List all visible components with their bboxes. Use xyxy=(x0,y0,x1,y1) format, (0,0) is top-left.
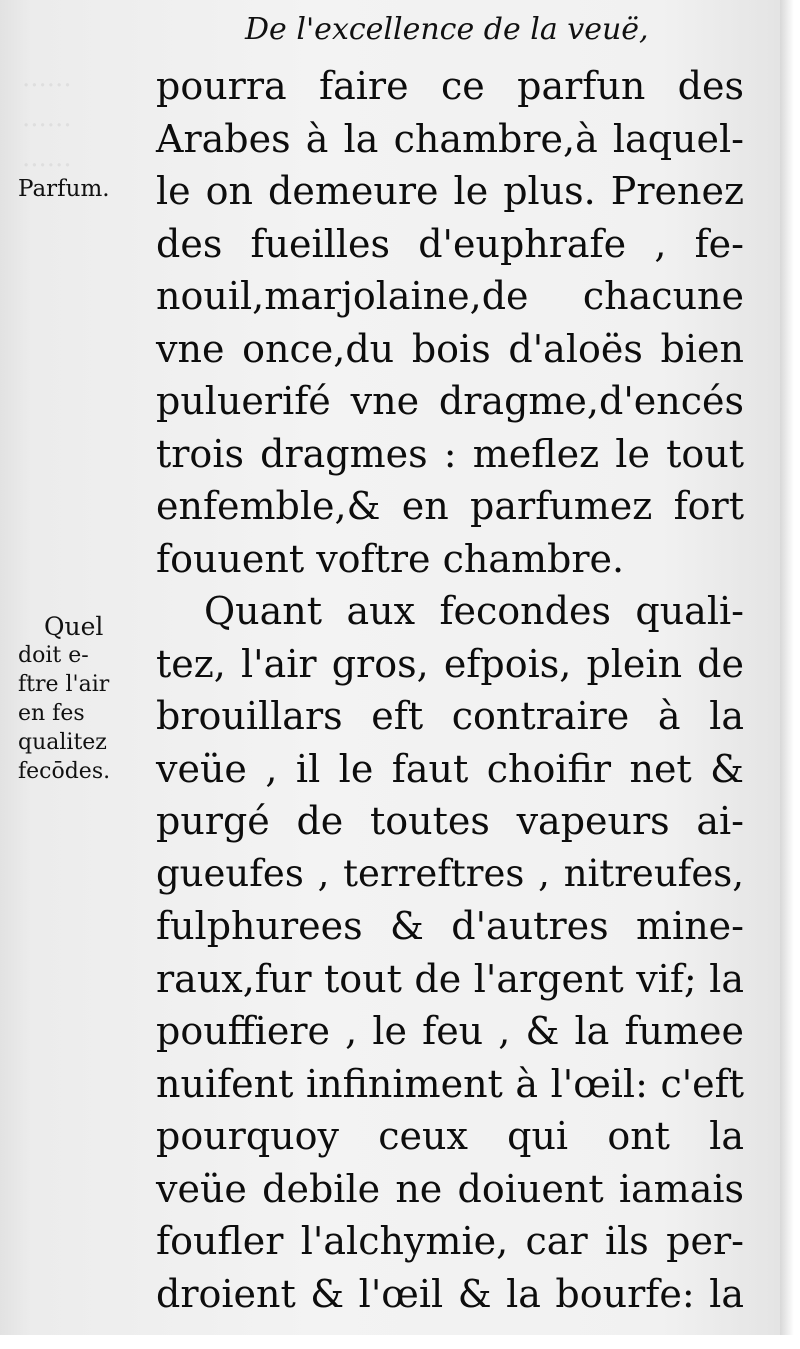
margin-note-line: doit e- xyxy=(18,643,89,668)
text-line: tez, l'air gros, efpois, plein de xyxy=(156,641,744,686)
text-line: veüe , il le faut choifir net & xyxy=(156,746,744,791)
text-line: brouillars eft contraire à la xyxy=(156,694,744,738)
text-line: veüe debile ne doiuent iamais xyxy=(156,1166,744,1211)
margin-note-line: fecōdes. xyxy=(18,759,111,784)
text-line: puluerifé vne dragme,d'encés xyxy=(156,379,744,423)
text-line: raux,fur tout de l'argent vif; la xyxy=(156,956,744,1001)
text-line: Arabes à la chambre,à laquel- xyxy=(156,116,744,161)
text-line: trois dragmes : meflez le tout xyxy=(156,431,744,476)
text-line: pouffiere , le feu , & la fumee xyxy=(156,1009,744,1053)
margin-note-parfum: Parfum. xyxy=(18,176,110,202)
running-head: De l'excellence de la veuë, xyxy=(245,12,649,47)
text-line: pourra faire ce parfun des xyxy=(156,64,744,108)
text-line: Quant aux fecondes quali- xyxy=(204,589,744,633)
bleed-through-text: ...... ...... ...... xyxy=(22,63,72,173)
text-line: foufler l'alchymie, car ils per- xyxy=(156,1219,744,1263)
text-line: fouuent voftre chambre. xyxy=(156,536,625,581)
margin-note-line: en fes xyxy=(18,701,85,726)
margin-note-line: ftre l'air xyxy=(18,672,110,697)
margin-note-line: Quel xyxy=(44,612,104,641)
page-edge-bottom xyxy=(0,1335,800,1349)
text-line: enfemble,& en parfumez fort xyxy=(156,484,744,528)
margin-note-line: qualitez xyxy=(18,730,107,755)
text-line: le on demeure le plus. Prenez xyxy=(156,169,744,213)
text-line: pourquoy ceux qui ont la xyxy=(156,1114,744,1158)
text-line: gueufes , terreftres , nitreufes, xyxy=(156,851,744,895)
text-line: purgé de toutes vapeurs ai- xyxy=(156,799,744,843)
text-line: des fueilles d'euphrafe , fe- xyxy=(156,221,744,266)
text-line: droient & l'œil & la bourfe: la xyxy=(156,1271,744,1316)
margin-note-quel xyxy=(18,612,158,786)
text-line: vne once,du bois d'aloës bien xyxy=(156,326,744,371)
text-line: nouil,marjolaine,de chacune xyxy=(156,274,744,318)
text-line: fulphurees & d'autres mine- xyxy=(156,904,744,948)
page-edge-right xyxy=(780,0,800,1349)
text-line: nuifent infiniment à l'œil: c'eft xyxy=(156,1061,744,1106)
body-text xyxy=(156,60,744,1320)
